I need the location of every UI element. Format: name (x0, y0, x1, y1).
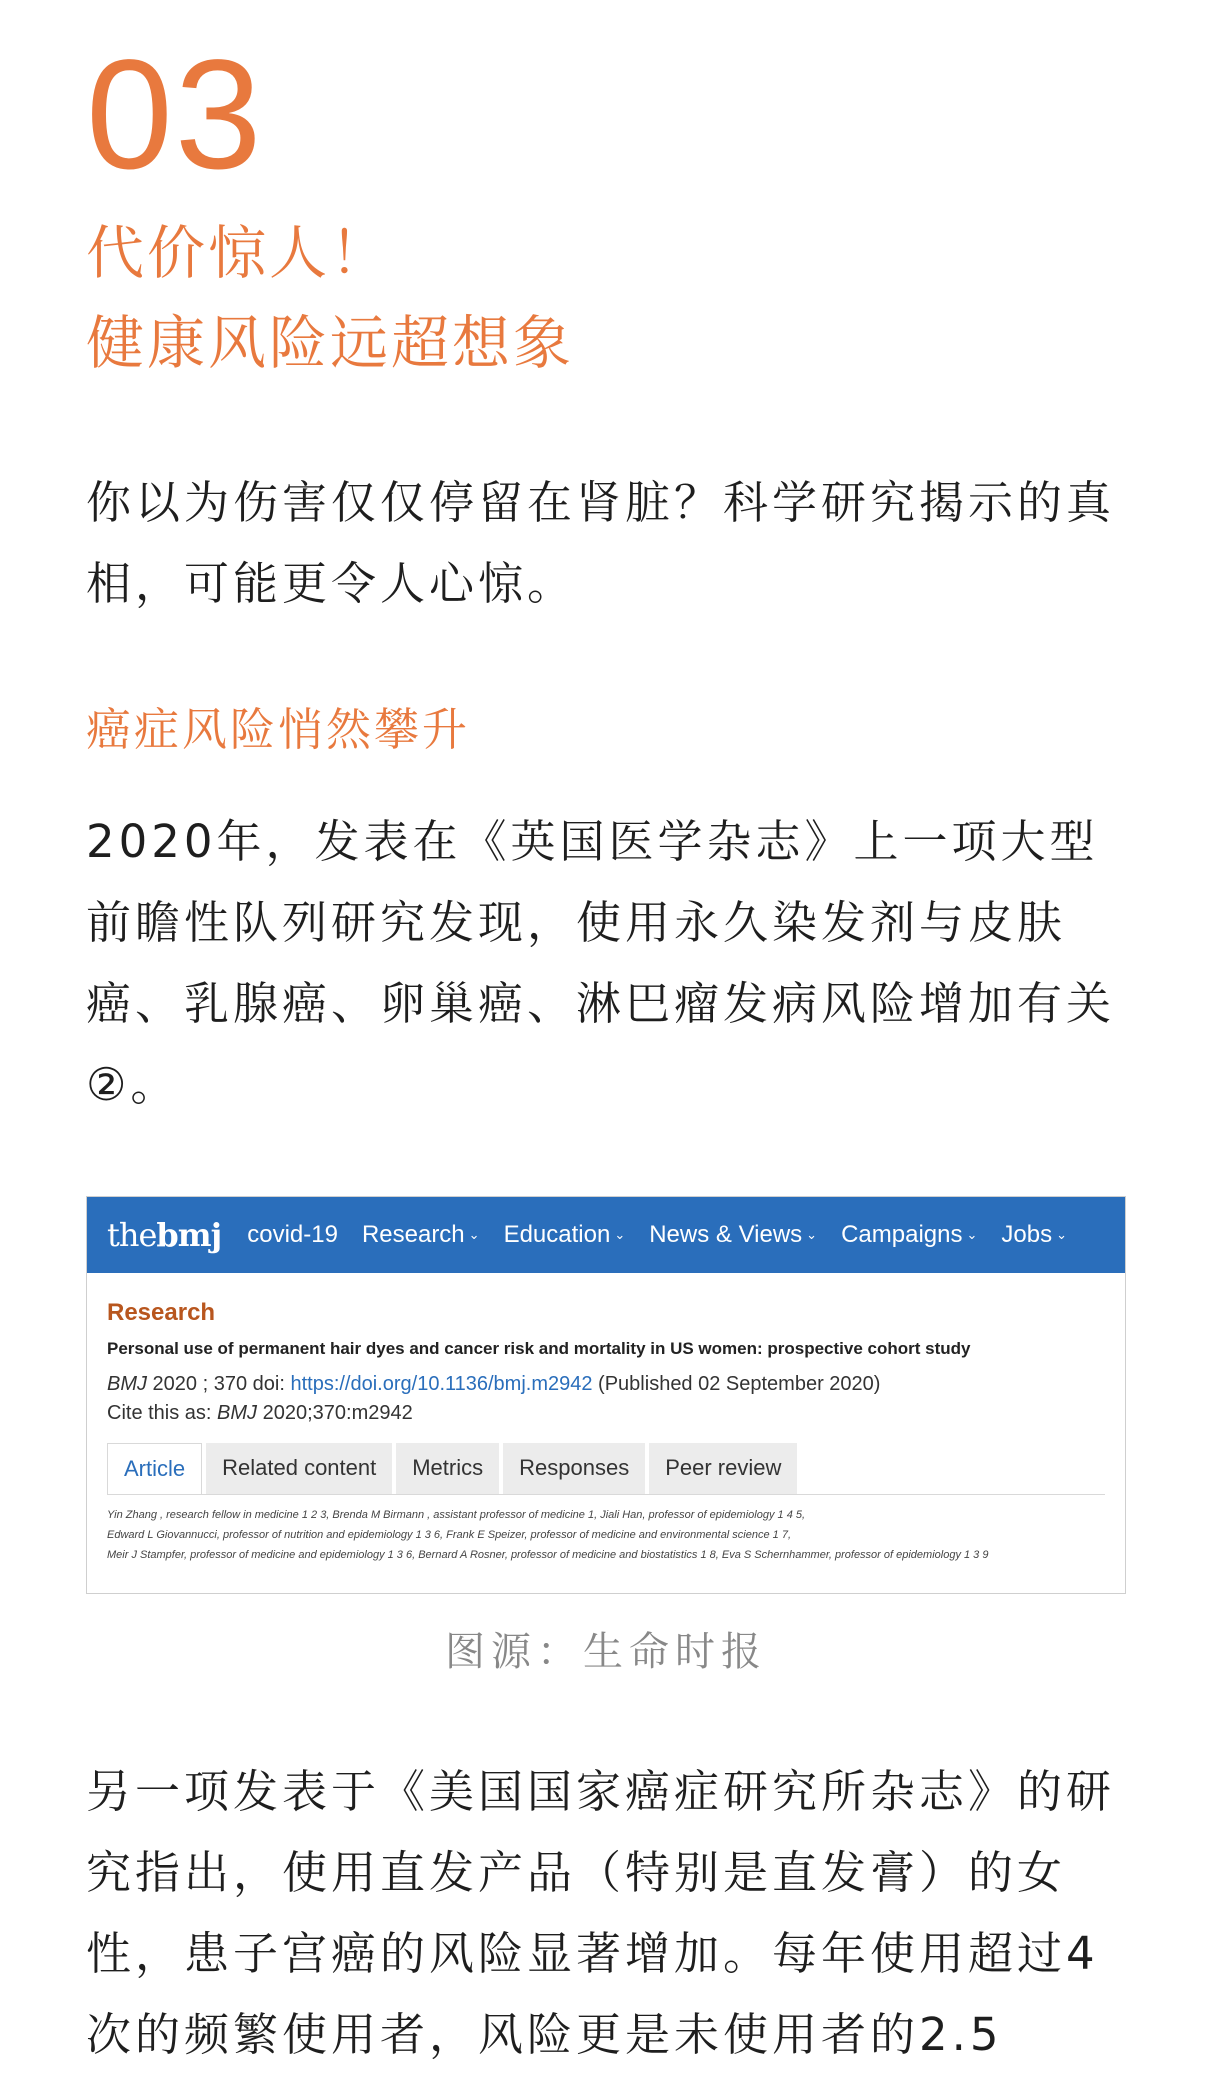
nav-news-views[interactable]: News & Views ⌄ (649, 1221, 818, 1248)
bmj-screenshot-figure (86, 1196, 1126, 1594)
section-number: 03 (86, 28, 264, 202)
chevron-down-icon: ⌄ (468, 1227, 480, 1242)
tab-related-content[interactable]: Related content (206, 1443, 392, 1494)
nav-jobs[interactable]: Jobs ⌄ (1001, 1221, 1067, 1248)
chevron-down-icon: ⌄ (966, 1227, 978, 1242)
author-line-1: Yin Zhang , research fellow in medicine 1 2 3, Brenda M Birmann , assistant professor of medicine 1, Jiali Han, professor of epidemiology 1 4 5, (107, 1509, 806, 1521)
chevron-down-icon: ⌄ (806, 1227, 818, 1242)
nav-covid[interactable]: covid-19 (247, 1221, 338, 1248)
subheading-cancer-risk: 癌症风险悄然攀升 (86, 703, 471, 756)
bmj-section-label: Research (107, 1299, 216, 1326)
bmj-cite-as: Cite this as: BMJ 2020;370:m2942 (107, 1402, 413, 1424)
tab-metrics[interactable]: Metrics (396, 1443, 499, 1494)
nav-research[interactable]: Research ⌄ (361, 1221, 480, 1248)
nav-campaigns[interactable]: Campaigns ⌄ (841, 1221, 978, 1248)
nav-education[interactable]: Education ⌄ (503, 1221, 626, 1248)
section-headline (86, 208, 1126, 388)
bmj-article-title: Personal use of permanent hair dyes and cancer risk and mortality in US women: prospective cohort study (107, 1339, 971, 1358)
doi-link[interactable]: https://doi.org/10.1136/bmj.m2942 (290, 1373, 593, 1395)
bmj-article-header (87, 1273, 1125, 1565)
tab-peer-review[interactable]: Peer review (649, 1443, 797, 1494)
chevron-down-icon: ⌄ (614, 1227, 626, 1242)
tab-article[interactable]: Article (107, 1443, 202, 1494)
bmj-study-paragraph: 2020年，发表在《英国医学杂志》上一项大型前瞻性队列研究发现，使用永久染发剂与皮肤癌、乳腺癌、卵巢癌、淋巴瘤发病风险增加有关②。 (86, 815, 1116, 1111)
intro-paragraph: 你以为伤害仅仅停留在肾脏？科学研究揭示的真相，可能更令人心惊。 (86, 476, 1116, 610)
author-line-3: Meir J Stampfer, professor of medicine and epidemiology 1 3 6, Bernard A Rosner, professor of medicine and biostatistics 1 8, Eva S Schernhammer, professor of epidemiology 1 3 9 (107, 1549, 989, 1561)
bmj-tabs (107, 1443, 1105, 1495)
chevron-down-icon: ⌄ (1056, 1227, 1067, 1242)
headline-line-2: 健康风险远超想象 (86, 309, 575, 377)
bmj-logo[interactable]: thebmj (107, 1216, 222, 1254)
bmj-author-list (107, 1505, 1105, 1565)
headline-line-1: 代价惊人！ (86, 219, 392, 287)
bmj-nav-bar (87, 1197, 1125, 1273)
author-line-2: Edward L Giovannucci, professor of nutrition and epidemiology 1 3 6, Frank E Speizer, professor of medicine and environmental science 1 7, (107, 1529, 792, 1541)
figure-caption: 图源：生命时报 (445, 1629, 767, 1675)
bmj-citation: BMJ 2020 ; 370 doi: https://doi.org/10.1136/bmj.m2942 (Published 02 September 2020) (107, 1373, 881, 1395)
nci-study-paragraph: 另一项发表于《美国国家癌症研究所杂志》的研究指出，使用直发产品（特别是直发膏）的女性，患子宫癌的风险显著增加。每年使用超过4次的频繁使用者，风险更是未使用者的2.5 (86, 1765, 1116, 2061)
tab-responses[interactable]: Responses (503, 1443, 645, 1494)
